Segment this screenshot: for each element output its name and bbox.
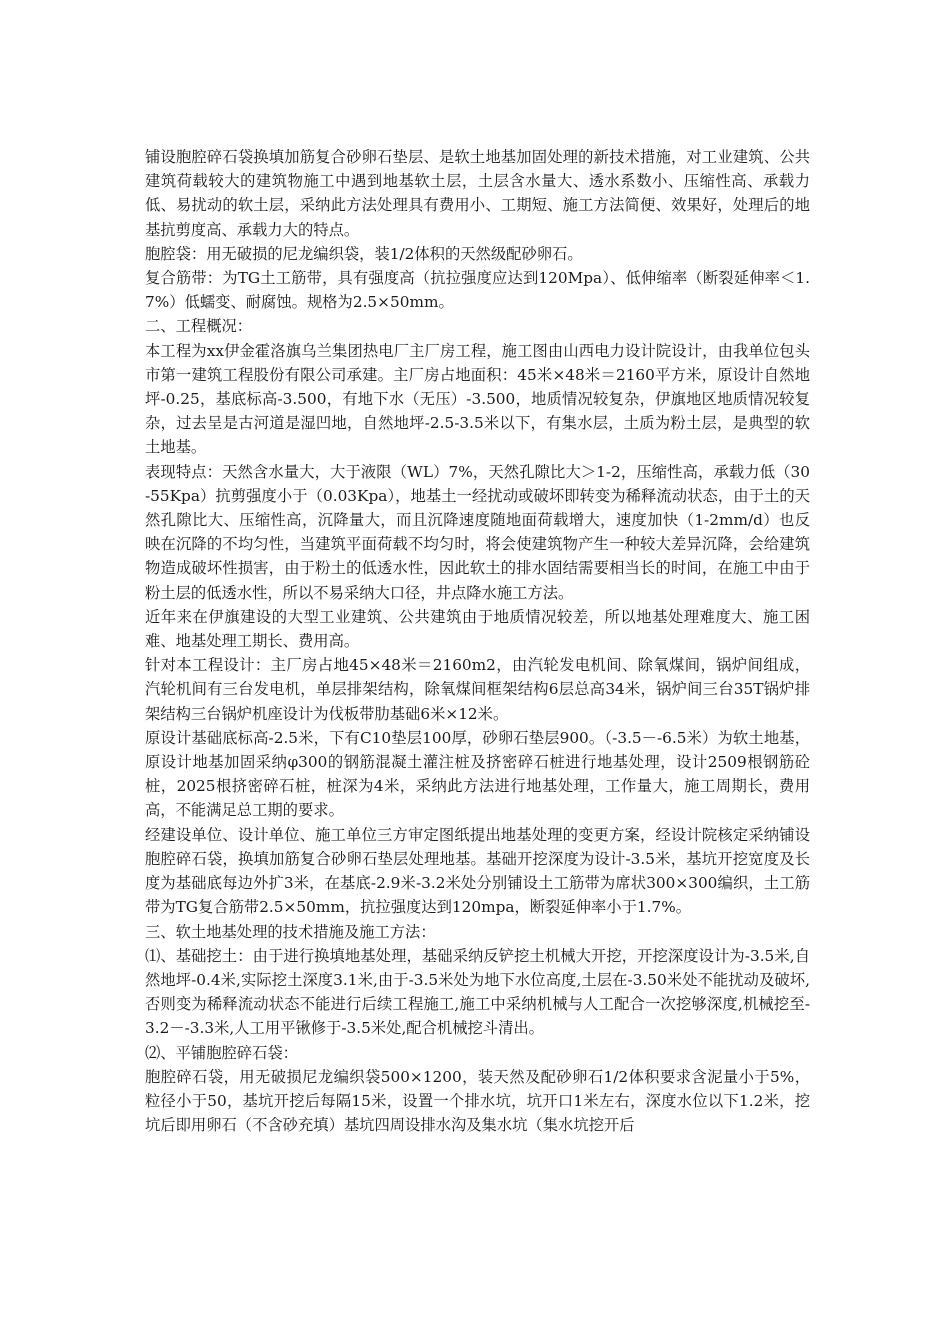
section-heading-technical-measures: 三、软土地基处理的技术措施及施工方法： (145, 922, 436, 941)
paragraph-original-design: 原设计基础底标高-2.5米，下有C10垫层100厚，砂卵石垫层900。（-3.5－-6.5米）为软土地基，原设计地基加固采纳φ300的钢筋混凝土灌注桩及挤密碎石桩进行地基处理，设计2509根钢筋砼桩，2025根挤密碎石桩，桩深为4米，采纳此方法进行地基处理，工作量大，施工周期长，费用高，不能满足总工期的要求。 (145, 728, 810, 820)
paragraph-cell-bag-procedure: 胞腔碎石袋，用无破损尼龙编织袋500×1200，装天然及配砂卵石1/2体积要求含泥量小于5%，粒径小于50，基坑开挖后每隔15米，设置一个排水坑，坑开口1米左右，深度水位以下1.2米，挖坑后即用卵石（不含砂充填）基坑四周设排水沟及集水坑（集水坑挖开后 (145, 1067, 810, 1135)
paragraph-project-description: 本工程为xx伊金霍洛旗乌兰集团热电厂主厂房工程，施工图由山西电力设计院设计，由我单位包头市第一建筑工程股份有限公司承建。主厂房占地面积：45米×48米＝2160平方米，原设计自然地坪-0.25，基底标高-3.500，有地下水（无压）-3.500，地质情况较复杂，伊旗地区地质情况较复杂，过去呈是古河道是湿凹地，自然地坪-2.5-3.5米以下，有集水层，土质为粉土层，是典型的软土地基。 (145, 341, 810, 457)
subheading-lay-cell-bags: ⑵、平铺胞腔碎石袋： (145, 1043, 298, 1062)
section-heading-project-overview: 二、工程概况： (145, 317, 253, 336)
paragraph-soil-characteristics: 表现特点：天然含水量大，大于液限（WL）7%，天然孔隙比大＞1-2，压缩性高，承载力低（30-55Kpa）抗剪强度小于（0.03Kpa），地基土一经扰动或破坏即转变为稀释流动状态，由于土的天然孔隙比大、压缩性高，沉降量大，而且沉降速度随地面荷载增大，速度加快（1-2mm/d）也反映在沉降的不均匀性，当建筑平面荷载不均匀时，将会使建筑物产生一种较大差异沉降，会给建筑物造成破坏性损害，由于粉土的低透水性，因此软土的排水固结需要相当长的时间，在施工中由于粉土层的低透水性，所以不易采纳大口径，井点降水施工方法。 (145, 462, 810, 602)
paragraph-foundation-excavation: ⑴、基础挖土：由于进行换填地基处理，基础采纳反铲挖土机械大开挖，开挖深度设计为-3.5米,自然地坪-0.4米,实际挖土深度3.1米,由于-3.5米处为地下水位高度,土层在-3.50米处不能扰动及破坏,否则变为稀释流动状态不能进行后续工程施工,施工中采纳机械与人工配合一次挖够深度,机械挖至-3.2－-3.3米,人工用平锹修于-3.5米处,配合机械挖斗清出。 (145, 946, 810, 1038)
paragraph-recent-construction: 近年来在伊旗建设的大型工业建筑、公共建筑由于地质情况较差，所以地基处理难度大、施工困难、地基处理工期长、费用高。 (145, 607, 810, 651)
paragraph-design-change: 经建设单位、设计单位、施工单位三方审定图纸提出地基处理的变更方案，经设计院核定采纳铺设胞腔碎石袋，换填加筋复合砂卵石垫层处理地基。基础开挖深度为设计-3.5米，基坑开挖宽度及长度为基础底每边外扩3米，在基底-2.9米-3.2米处分别铺设土工筋带为席状300×300编织，土工筋带为TG复合筋带2.5×50mm，抗拉强度达到120mpa，断裂延伸率小于1.7%。 (145, 825, 810, 917)
paragraph-intro: 铺设胞腔碎石袋换填加筋复合砂卵石垫层、是软土地基加固处理的新技术措施，对工业建筑、公共建筑荷载较大的建筑物施工中遇到地基软土层，土层含水量大、透水系数小、压缩性高、承载力低、易扰动的软土层，采纳此方法处理具有费用小、工期短、施工方法简便、效果好，处理后的地基抗剪度高、承载力大的特点。 (145, 148, 810, 239)
paragraph-composite-strip-definition: 复合筋带：为TG土工筋带，具有强度高（抗拉强度应达到120Mpa）、低伸缩率（断裂延伸率＜1.7%）低蠕变、耐腐蚀。规格为2.5×50mm。 (145, 269, 810, 312)
document-body (145, 145, 810, 1137)
paragraph-project-design: 针对本工程设计：主厂房占地45×48米＝2160m2，由汽轮发电机间、除氧煤间，锅炉间组成，汽轮机间有三台发电机，单层排架结构，除氧煤间框架结构6层总高34米，锅炉间三台35T锅炉排架结构三台锅炉机座设计为伐板带肋基础6米×12米。 (145, 656, 810, 723)
paragraph-cell-bag-definition: 胞腔袋：用无破损的尼龙编织袋，装1/2体积的天然级配砂卵石。 (145, 244, 583, 263)
